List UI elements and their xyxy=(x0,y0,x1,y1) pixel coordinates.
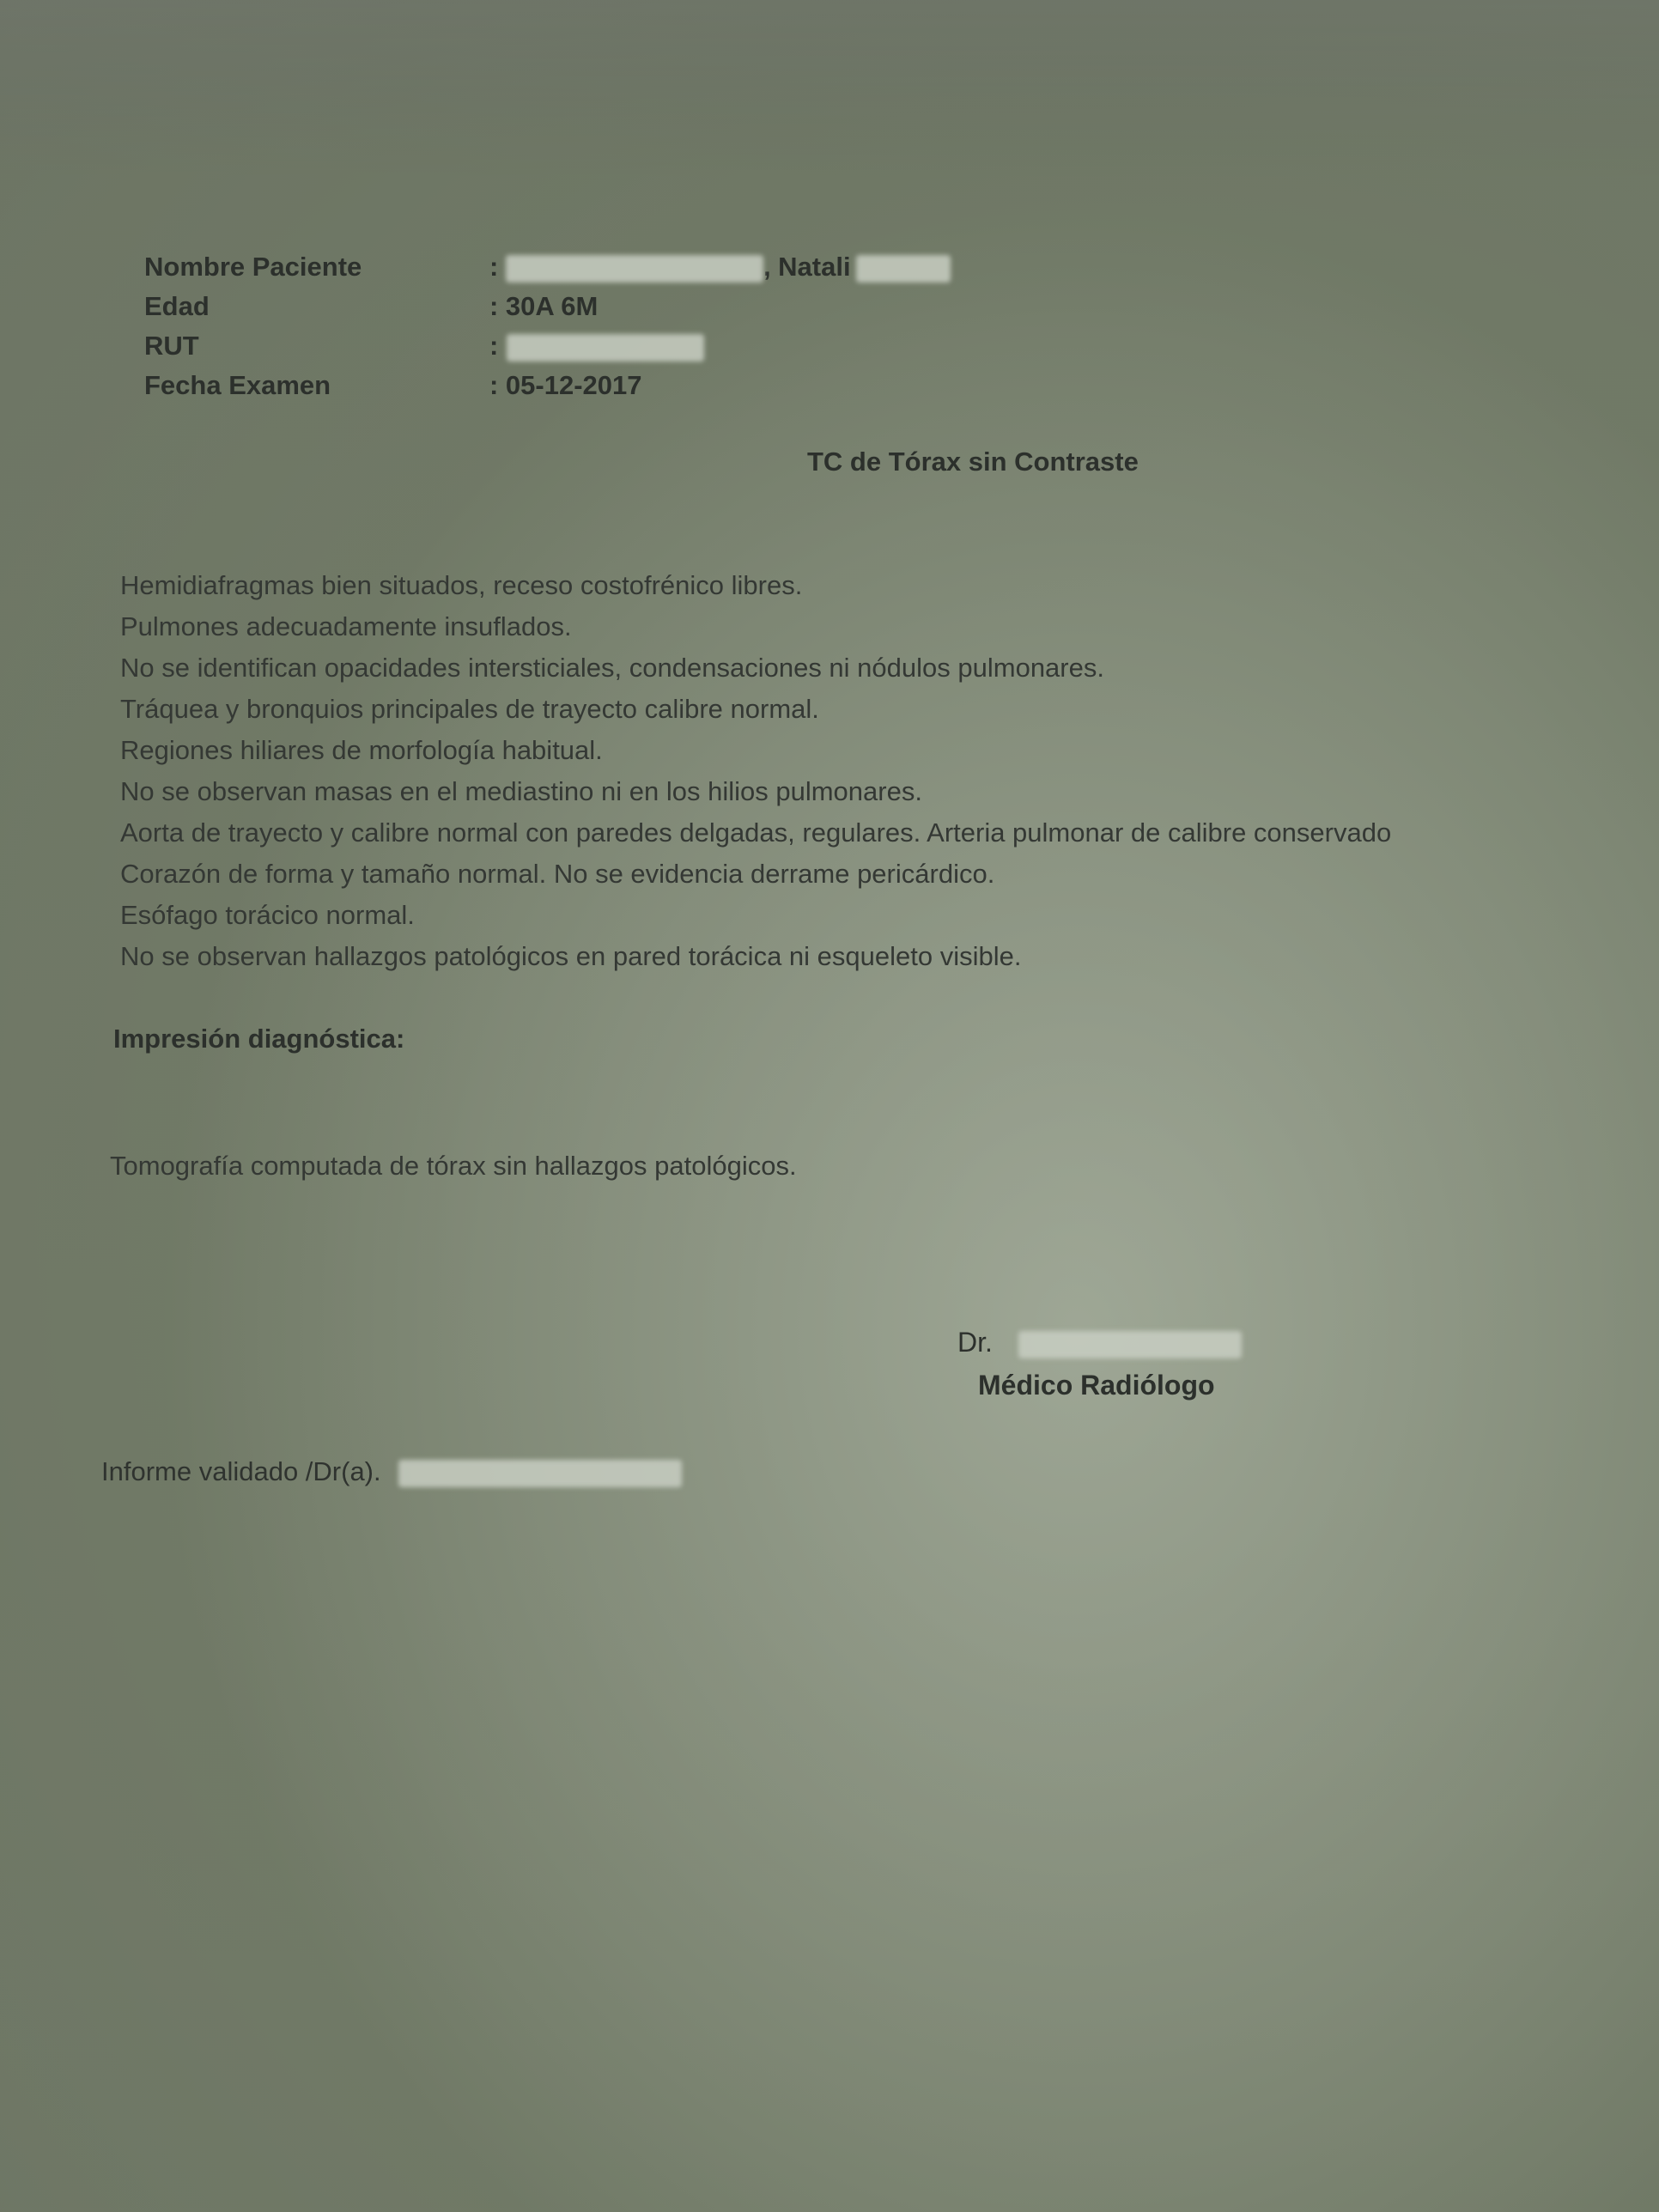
report-title: TC de Tórax sin Contraste xyxy=(807,447,1139,477)
exam-date-value: : 05-12-2017 xyxy=(489,370,642,400)
redacted-second-name xyxy=(856,255,951,283)
validation-line xyxy=(101,1456,682,1487)
redacted-surname xyxy=(506,255,763,283)
finding-line: Tráquea y bronquios principales de trayecto calibre normal. xyxy=(120,694,819,724)
exam-date-label: Fecha Examen xyxy=(144,370,331,400)
patient-given-name: , Natali xyxy=(763,252,851,282)
validation-text: Informe validado /Dr(a). xyxy=(101,1456,381,1486)
finding-line: Regiones hiliares de morfología habitual. xyxy=(120,735,603,765)
findings-list xyxy=(120,565,1659,977)
redacted-validator-name xyxy=(398,1460,682,1487)
rut-label: RUT xyxy=(144,331,199,361)
finding-line: Hemidiafragmas bien situados, receso costofrénico libres. xyxy=(120,570,803,600)
impression-heading: Impresión diagnóstica: xyxy=(113,1024,405,1054)
finding-line: No se observan masas en el mediastino ni en los hilios pulmonares. xyxy=(120,776,922,806)
age-value: : 30A 6M xyxy=(489,291,599,321)
impression-text: Tomografía computada de tórax sin hallazgos patológicos. xyxy=(110,1151,797,1181)
finding-line: Corazón de forma y tamaño normal. No se evidencia derrame pericárdico. xyxy=(120,859,995,889)
age-label: Edad xyxy=(144,291,210,321)
finding-line: No se identifican opacidades intersticiales, condensaciones ni nódulos pulmonares. xyxy=(120,653,1104,683)
redacted-rut xyxy=(507,334,704,362)
finding-line: Aorta de trayecto y calibre normal con paredes delgadas, regulares. Arteria pulmonar de calibre conservado xyxy=(120,817,1392,848)
paper-shadow xyxy=(0,0,1659,172)
patient-name-colon: : xyxy=(489,252,506,282)
rut-value xyxy=(489,326,704,366)
patient-name-value xyxy=(489,247,951,287)
signature-doctor xyxy=(957,1321,1242,1364)
signature-role: Médico Radiólogo xyxy=(978,1370,1215,1401)
signature-dr-prefix: Dr. xyxy=(957,1327,993,1358)
finding-line: No se observan hallazgos patológicos en pared torácica ni esqueleto visible. xyxy=(120,941,1022,971)
finding-line: Pulmones adecuadamente insuflados. xyxy=(120,611,572,641)
finding-line: Esófago torácico normal. xyxy=(120,900,415,930)
signature-block xyxy=(957,1321,1242,1407)
patient-name-label: Nombre Paciente xyxy=(144,252,362,282)
redacted-doctor-name xyxy=(1018,1331,1242,1358)
rut-colon: : xyxy=(489,331,499,361)
